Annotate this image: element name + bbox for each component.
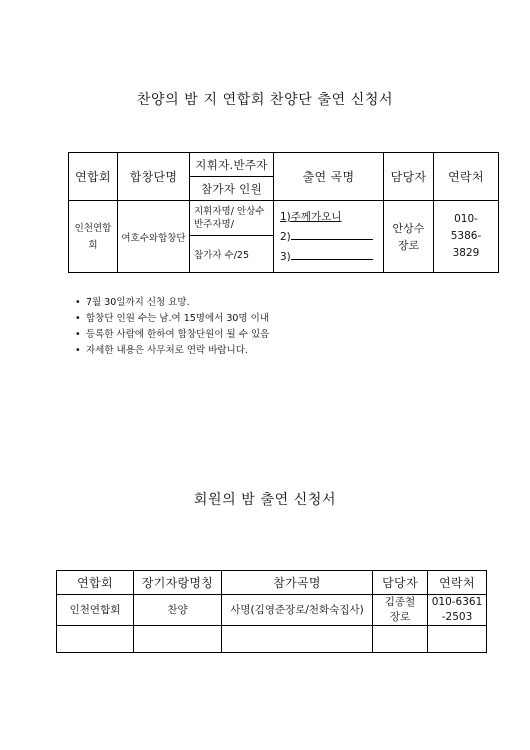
row-song-title: 사명(김영준장로/천화숙집사) xyxy=(222,595,373,626)
header-song-titles: 출연 곡명 xyxy=(274,153,384,201)
entry-conductor-accompanist: 지휘자명/ 안상수 반주자명/ xyxy=(190,201,274,236)
note-item: • 자세한 내용은 사무처로 연락 바랍니다. xyxy=(74,343,269,359)
form1-title: 찬양의 밤 지 연합회 찬양단 출연 신청서 xyxy=(136,92,394,108)
member-night-application-table xyxy=(56,570,487,653)
header-talent-show-title: 장기자랑명칭 xyxy=(134,571,222,595)
empty-cell xyxy=(222,626,373,653)
empty-cell xyxy=(134,626,222,653)
note-item: • 7월 30일까지 신청 요망. xyxy=(74,295,269,311)
song-line-2 xyxy=(280,227,383,247)
header-association: 연합회 xyxy=(69,153,118,201)
note-item: • 등록한 사람에 한하여 합창단원이 될 수 있음 xyxy=(74,327,269,343)
entry-song-list xyxy=(274,201,384,273)
header-manager: 담당자 xyxy=(384,153,434,201)
header-song-title: 참가곡명 xyxy=(222,571,373,595)
header-association: 연합회 xyxy=(57,571,134,595)
header-participant-count: 참가자 인원 xyxy=(190,177,274,201)
row-contact: 010-6361 -2503 xyxy=(428,595,487,626)
empty-cell xyxy=(373,626,428,653)
header-contact: 연락처 xyxy=(428,571,487,595)
header-contact: 연락처 xyxy=(434,153,499,201)
note-item: • 합창단 인원 수는 남.여 15명에서 30명 이내 xyxy=(74,311,269,327)
table-row xyxy=(69,201,499,236)
song-number: 2) xyxy=(280,230,291,243)
empty-cell xyxy=(57,626,134,653)
empty-table-row xyxy=(57,626,487,653)
row-association: 인천연합회 xyxy=(57,595,134,626)
song-line-1 xyxy=(280,207,383,227)
song-title-blank xyxy=(291,247,373,260)
entry-manager: 안상수 장로 xyxy=(384,201,434,273)
choir-application-table xyxy=(68,152,499,273)
form2-title: 회원의 밤 출연 신청서 xyxy=(193,492,337,508)
song-number: 1) xyxy=(280,210,291,223)
table-header-row xyxy=(69,153,499,177)
header-conductor-accompanist: 지휘자.반주자 xyxy=(190,153,274,177)
song-title: 주께가오니 xyxy=(290,210,342,223)
notes-list xyxy=(74,295,269,359)
entry-choir-name: 여호수와합창단 xyxy=(118,201,190,273)
entry-contact: 010- 5386- 3829 xyxy=(434,201,499,273)
empty-cell xyxy=(428,626,487,653)
row-manager: 김종철 장로 xyxy=(373,595,428,626)
song-number: 3) xyxy=(280,250,291,263)
table-header-row xyxy=(57,571,487,595)
header-choir-name: 합창단명 xyxy=(118,153,190,201)
song-title-blank xyxy=(291,227,373,240)
header-manager: 담당자 xyxy=(373,571,428,595)
entry-participant-count: 참가자 수/25 xyxy=(190,236,274,273)
row-talent-show-title: 찬양 xyxy=(134,595,222,626)
table-row xyxy=(57,595,487,626)
song-line-3 xyxy=(280,247,383,267)
entry-association: 인천연합 회 xyxy=(69,201,118,273)
